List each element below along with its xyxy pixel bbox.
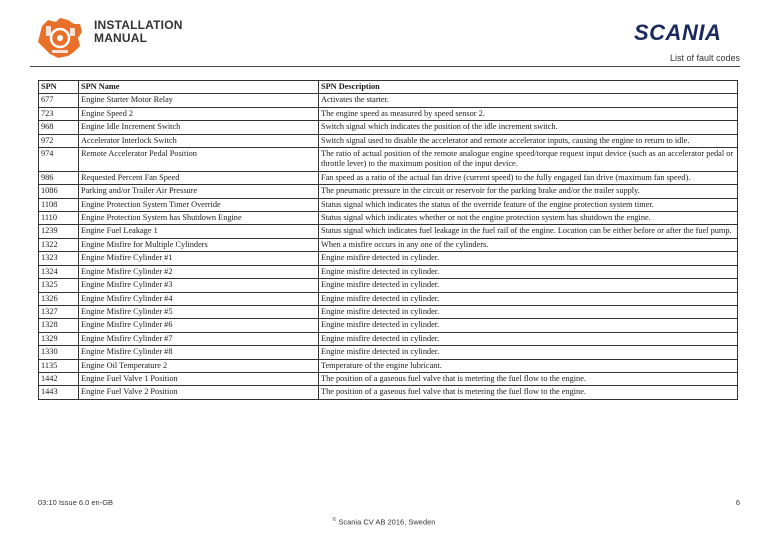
cell-spn-name: Engine Fuel Valve 1 Position xyxy=(79,372,319,385)
table-row xyxy=(39,198,738,211)
cell-spn: 974 xyxy=(39,148,79,172)
cell-spn-name: Engine Misfire Cylinder #3 xyxy=(79,279,319,292)
cell-spn-name: Engine Misfire Cylinder #5 xyxy=(79,305,319,318)
table-row xyxy=(39,346,738,359)
table-row xyxy=(39,238,738,251)
cell-spn-name: Engine Misfire Cylinder #1 xyxy=(79,252,319,265)
table-row xyxy=(39,279,738,292)
table-row xyxy=(39,212,738,225)
cell-spn-name: Engine Idle Increment Switch xyxy=(79,121,319,134)
header-divider xyxy=(30,66,740,67)
cell-spn-name: Engine Misfire Cylinder #4 xyxy=(79,292,319,305)
cell-spn-name: Engine Misfire Cylinder #8 xyxy=(79,346,319,359)
table-row xyxy=(39,121,738,134)
cell-spn-description: Activates the starter. xyxy=(319,94,738,107)
cell-spn-name: Engine Misfire Cylinder #6 xyxy=(79,319,319,332)
table-row xyxy=(39,332,738,345)
cell-spn: 986 xyxy=(39,171,79,184)
cell-spn-description: Fan speed as a ratio of the actual fan drive (current speed) to the fully engaged fan drive (maximum fan speed). xyxy=(319,171,738,184)
cell-spn-description: The position of a gaseous fuel valve that is metering the fuel flow to the engine. xyxy=(319,372,738,385)
cell-spn-description: Engine misfire detected in cylinder. xyxy=(319,279,738,292)
cell-spn: 1239 xyxy=(39,225,79,238)
fault-codes-table xyxy=(38,80,738,400)
table-row xyxy=(39,265,738,278)
cell-spn-name: Engine Protection System Timer Override xyxy=(79,198,319,211)
cell-spn-description: The pneumatic pressure in the circuit or reservoir for the parking brake and/or the trailer supply. xyxy=(319,185,738,198)
cell-spn: 1442 xyxy=(39,372,79,385)
cell-spn-description: Engine misfire detected in cylinder. xyxy=(319,332,738,345)
cell-spn-name: Engine Misfire Cylinder #2 xyxy=(79,265,319,278)
cell-spn-description: Temperature of the engine lubricant. xyxy=(319,359,738,372)
document-title xyxy=(94,19,183,45)
cell-spn-name: Engine Speed 2 xyxy=(79,107,319,120)
cell-spn-name: Engine Fuel Valve 2 Position xyxy=(79,386,319,399)
cell-spn-description: Status signal which indicates whether or not the engine protection system has shutdown the engine. xyxy=(319,212,738,225)
cell-spn: 1326 xyxy=(39,292,79,305)
cell-spn: 1110 xyxy=(39,212,79,225)
cell-spn: 1329 xyxy=(39,332,79,345)
cell-spn-description: When a misfire occurs in any one of the cylinders. xyxy=(319,238,738,251)
table-row xyxy=(39,134,738,147)
cell-spn: 1108 xyxy=(39,198,79,211)
page-header xyxy=(0,0,768,70)
cell-spn-description: Engine misfire detected in cylinder. xyxy=(319,346,738,359)
cell-spn-name: Parking and/or Trailer Air Pressure xyxy=(79,185,319,198)
cell-spn: 1086 xyxy=(39,185,79,198)
cell-spn-description: Engine misfire detected in cylinder. xyxy=(319,292,738,305)
document-title-line1: INSTALLATION xyxy=(94,18,183,32)
cell-spn: 1328 xyxy=(39,319,79,332)
cell-spn: 723 xyxy=(39,107,79,120)
table-row xyxy=(39,148,738,172)
cell-spn: 1322 xyxy=(39,238,79,251)
table-row xyxy=(39,107,738,120)
footer-copyright xyxy=(0,517,768,527)
cell-spn: 1324 xyxy=(39,265,79,278)
engine-logo-icon xyxy=(34,12,86,62)
table-row xyxy=(39,252,738,265)
cell-spn-name: Engine Misfire for Multiple Cylinders xyxy=(79,238,319,251)
cell-spn: 972 xyxy=(39,134,79,147)
copyright-symbol: © xyxy=(332,517,337,523)
document-title-line2: MANUAL xyxy=(94,31,148,45)
column-header-spn-name: SPN Name xyxy=(79,81,319,94)
cell-spn-name: Engine Protection System has Shutdown Engine xyxy=(79,212,319,225)
cell-spn-name: Engine Oil Temperature 2 xyxy=(79,359,319,372)
cell-spn-description: Engine misfire detected in cylinder. xyxy=(319,252,738,265)
column-header-spn-description: SPN Description xyxy=(319,81,738,94)
cell-spn-name: Engine Starter Motor Relay xyxy=(79,94,319,107)
table-row xyxy=(39,225,738,238)
brand-logo: SCANIA xyxy=(634,20,722,45)
column-header-spn: SPN xyxy=(39,81,79,94)
cell-spn-description: Status signal which indicates fuel leakage in the fuel rail of the engine. Location can be either before or after the fuel pump. xyxy=(319,225,738,238)
table-row xyxy=(39,319,738,332)
table-row xyxy=(39,292,738,305)
cell-spn: 677 xyxy=(39,94,79,107)
table-row xyxy=(39,372,738,385)
cell-spn-name: Engine Misfire Cylinder #7 xyxy=(79,332,319,345)
table-row xyxy=(39,185,738,198)
cell-spn-name: Requested Percent Fan Speed xyxy=(79,171,319,184)
cell-spn: 1330 xyxy=(39,346,79,359)
table-row xyxy=(39,94,738,107)
table-row xyxy=(39,171,738,184)
footer-page-number: 6 xyxy=(735,498,740,507)
footer-issue: 03:10 Issue 6.0 en-GB xyxy=(38,498,114,507)
table-row xyxy=(39,305,738,318)
cell-spn-description: Engine misfire detected in cylinder. xyxy=(319,265,738,278)
cell-spn: 1323 xyxy=(39,252,79,265)
cell-spn-description: The engine speed as measured by speed sensor 2. xyxy=(319,107,738,120)
cell-spn-description: Switch signal which indicates the position of the idle increment switch. xyxy=(319,121,738,134)
cell-spn: 1135 xyxy=(39,359,79,372)
cell-spn-name: Engine Fuel Leakage 1 xyxy=(79,225,319,238)
cell-spn-description: Switch signal used to disable the accelerator and remote accelerator inputs, causing the engine to return to idle. xyxy=(319,134,738,147)
copyright-text: Scania CV AB 2016, Sweden xyxy=(338,517,436,527)
table-header-row xyxy=(39,81,738,94)
cell-spn-description: Engine misfire detected in cylinder. xyxy=(319,319,738,332)
cell-spn-description: Status signal which indicates the status of the override feature of the engine protection system timer. xyxy=(319,198,738,211)
cell-spn: 1443 xyxy=(39,386,79,399)
cell-spn: 968 xyxy=(39,121,79,134)
cell-spn-description: The position of a gaseous fuel valve that is metering the fuel flow to the engine. xyxy=(319,386,738,399)
table-row xyxy=(39,386,738,399)
cell-spn: 1327 xyxy=(39,305,79,318)
cell-spn-description: Engine misfire detected in cylinder. xyxy=(319,305,738,318)
table-row xyxy=(39,359,738,372)
cell-spn: 1325 xyxy=(39,279,79,292)
cell-spn-name: Remote Accelerator Pedal Position xyxy=(79,148,319,172)
cell-spn-description: The ratio of actual position of the remote analogue engine speed/torque request input device (such as an accelerator pedal or throttle lever) to the maximum position of the input device. xyxy=(319,148,738,172)
cell-spn-name: Accelerator Interlock Switch xyxy=(79,134,319,147)
section-title: List of fault codes xyxy=(669,53,740,63)
